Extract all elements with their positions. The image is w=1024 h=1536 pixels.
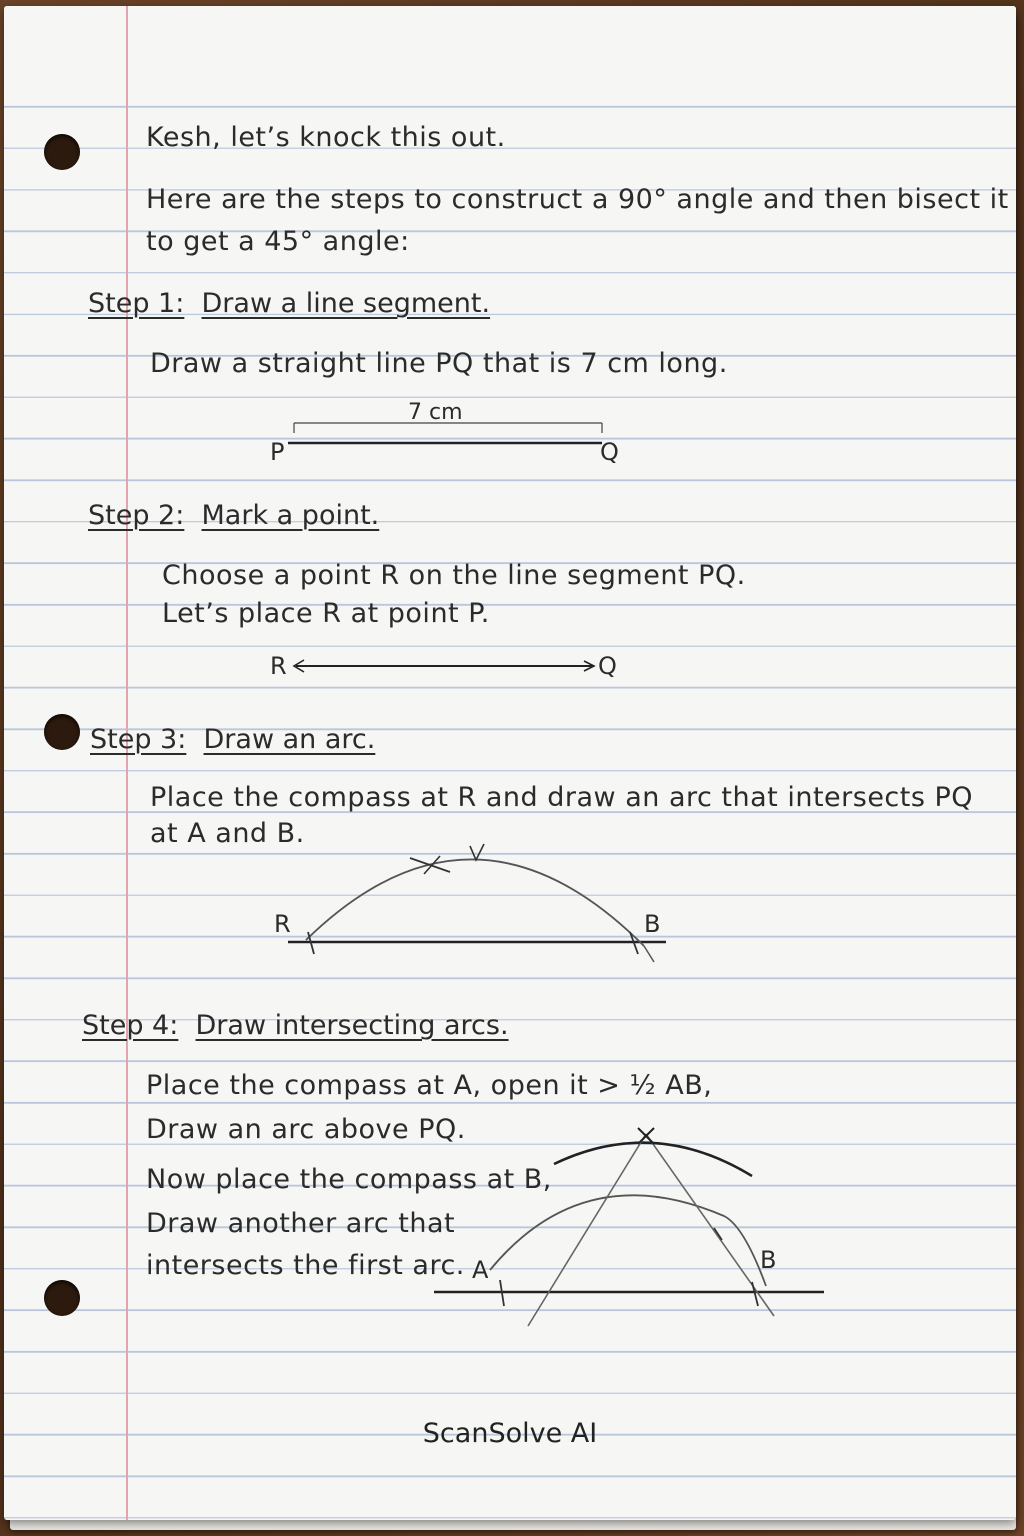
- arc-lower: [490, 1195, 766, 1286]
- arc-tail: [644, 946, 654, 962]
- step-2-title: Mark a point.: [201, 500, 380, 531]
- step-4-figure: [424, 1116, 834, 1336]
- page-top-blank: [4, 6, 1016, 86]
- point-p-label: P: [270, 438, 285, 466]
- margin-line: [126, 6, 128, 1520]
- step-3-text-2: at A and B.: [150, 818, 305, 849]
- step-4-text-1: Place the compass at A, open it > ½ AB,: [146, 1070, 713, 1101]
- step-4-text-2: Draw an arc above PQ.: [146, 1114, 466, 1145]
- step-1-heading: [88, 288, 490, 319]
- step-4-text-4: Draw another arc that: [146, 1208, 456, 1239]
- step-3-heading: [90, 724, 375, 755]
- step-2-figure: [284, 646, 604, 686]
- tick-b-4: [752, 1282, 758, 1306]
- point-b-label-3: B: [644, 910, 661, 938]
- step-4-text-5: intersects the first arc.: [146, 1250, 465, 1281]
- step-4-text-3: Now place the compass at B,: [146, 1164, 552, 1195]
- measure-label: 7 cm: [408, 400, 463, 425]
- step-2-text-2: Let’s place R at point P.: [162, 598, 490, 629]
- step-1-label: Step 1:: [88, 288, 185, 319]
- line-from-top-right: [646, 1134, 777, 1316]
- check-mark: [470, 844, 484, 860]
- step-2-label: Step 2:: [88, 500, 185, 531]
- line-from-top-left: [528, 1134, 646, 1326]
- binder-hole-top: [44, 134, 80, 170]
- step-1-title: Draw a line segment.: [201, 288, 491, 319]
- point-r-label-3: R: [274, 910, 291, 938]
- point-a-label-4: A: [472, 1256, 489, 1284]
- footer-brand: ScanSolve AI: [422, 1418, 598, 1449]
- point-b-label-4: B: [760, 1246, 777, 1274]
- arc-from-r: [306, 859, 644, 946]
- step-3-text-1: Place the compass at R and draw an arc that intersects PQ: [150, 782, 974, 813]
- step-3-title: Draw an arc.: [203, 724, 376, 755]
- binder-hole-middle: [44, 714, 80, 750]
- binder-hole-bottom: [44, 1280, 80, 1316]
- point-q-label-2: Q: [598, 652, 617, 680]
- point-r-label: R: [270, 652, 287, 680]
- step-1-text: Draw a straight line PQ that is 7 cm long.: [150, 348, 728, 379]
- step-4-label: Step 4:: [82, 1010, 179, 1041]
- step-2-heading: [88, 500, 379, 531]
- arc-upper: [554, 1143, 752, 1176]
- step-3-figure: [274, 836, 694, 976]
- step-3-label: Step 3:: [90, 724, 187, 755]
- step-2-text-1: Choose a point R on the line segment PQ.: [162, 560, 746, 591]
- greeting: Kesh, let’s knock this out.: [146, 122, 506, 153]
- step-4-heading: [82, 1010, 509, 1041]
- point-q-label: Q: [600, 438, 619, 466]
- cross-mark-1: [410, 858, 450, 872]
- notebook-page: [4, 6, 1016, 1520]
- intro-line-2: to get a 45° angle:: [146, 226, 410, 257]
- tick-arc-cross: [714, 1228, 722, 1240]
- step-4-title: Draw intersecting arcs.: [195, 1010, 509, 1041]
- intro-line-1: Here are the steps to construct a 90° angle and then bisect it: [146, 184, 1009, 215]
